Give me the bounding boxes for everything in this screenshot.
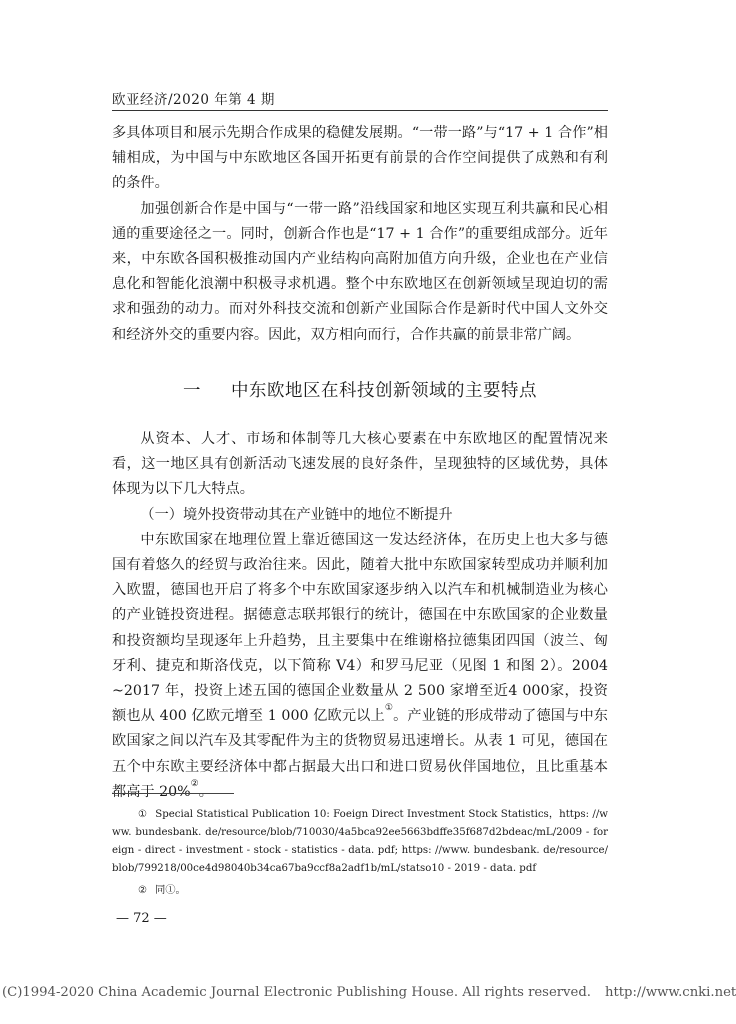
section-body: [112, 427, 608, 805]
intro-paragraph-continued: 多具体项目和展示先期合作成果的稳健发展期。“一带一路”与“17 + 1 合作”相辅相成，为中国与中东欧地区各国开拓更有前景的合作空间提供了成熟和有利的条件。: [112, 125, 608, 192]
paragraph-text: 。: [198, 783, 213, 800]
footnote-mark: ②: [138, 885, 148, 896]
section-paragraph: 从资本、人才、市场和体制等几大核心要素在中东欧地区的配置情况来看，这一地区具有创新活动飞速发展的良好条件，呈现独特的区域优势，具体体现为以下几大特点。: [112, 431, 608, 498]
footnote-ref-2[interactable]: ②: [190, 778, 199, 789]
footnote-text: Special Statistical Publication 10: Foeign Direct Investment Stock Statistics，https: //www. bundesbank. de/resource/blob/710030/4a5bca92ee5663bdffe35f687d2bdeac/mL/2009 - foreign - direct - investment - stock - statistics - data. pdf; https: //www. bundesbank. de/resource/blob/799218/00ce4d98040b34ca67ba9ccf8a2adf1b/mL/statso10 - 2019 - data. pdf: [112, 809, 608, 874]
paragraph-text: 。产业链的形成带动了德国与中东欧国家之间以汽车及其零配件为主的货物贸易迅速增长。从表 1 可见，德国在五个中东欧主要经济体中都占据最大出口和进口贸易伙伴国地位，且比重基本都高于 20%: [112, 708, 608, 800]
paragraph-text: 中东欧国家在地理位置上靠近德国这一发达经济体，在历史上也大多与德国有着悠久的经贸与政治往来。因此，随着大批中东欧国家转型成功并顺利加入欧盟，德国也开启了将多个中东欧国家逐步纳入以汽车和机械制造业为核心的产业链投资进程。据德意志联邦银行的统计，德国在中东欧国家的企业数量和投资额均呈现逐年上升趋势，且主要集中在维谢格拉德集团四国（波兰、匈牙利、捷克和斯洛伐克，以下简称 V4）和罗马尼亚（见图 1 和图 2）。2004 ~2017 年，投资上述五国的德国企业数量从 2 500 家增至近4 000家，投资额也从 400 亿欧元增至 1 000 亿欧元以上: [112, 531, 608, 725]
footnote-divider: [112, 793, 234, 794]
section-title: 中东欧地区在科技创新领域的主要特点: [231, 381, 537, 401]
footnote-mark: ①: [138, 809, 148, 820]
footnote-ref-1[interactable]: ①: [384, 703, 394, 714]
copyright-text: (C)1994-2020 China Academic Journal Electronic Publishing House. All rights reserved.: [2, 985, 591, 1000]
footnote-1: [112, 806, 608, 878]
intro-section: [112, 121, 608, 348]
page-number: — 72 —: [116, 911, 167, 926]
section-heading: [112, 377, 608, 402]
section-paragraph-investment: [112, 528, 608, 805]
copyright-link[interactable]: http://www.cnki.net: [604, 985, 736, 1000]
header-divider: [112, 110, 608, 111]
footnote-text: 同①。: [155, 885, 186, 896]
intro-paragraph: 加强创新合作是中国与“一带一路”沿线国家和地区实现互利共赢和民心相通的重要途径之一。同时，创新合作也是“17 + 1 合作”的重要组成部分。近年来，中东欧各国积极推动国内产业结构向高附加值方向升级，企业也在产业信息化和智能化浪潮中积极寻求机遇。整个中东欧地区在创新领域呈现迫切的需求和强劲的动力。而对外科技交流和创新产业国际合作是新时代中国人文外交和经济外交的重要内容。因此，双方相向而行，合作共赢的前景非常广阔。: [112, 200, 608, 343]
section-number: 一: [183, 381, 201, 401]
footnote-2: [112, 882, 608, 900]
copyright-footer: [2, 985, 736, 1000]
subheading: （一）境外投资带动其在产业链中的地位不断提升: [140, 506, 453, 523]
running-head: 欧亚经济/2020 年第 4 期: [112, 92, 275, 108]
footnotes: [112, 806, 608, 900]
